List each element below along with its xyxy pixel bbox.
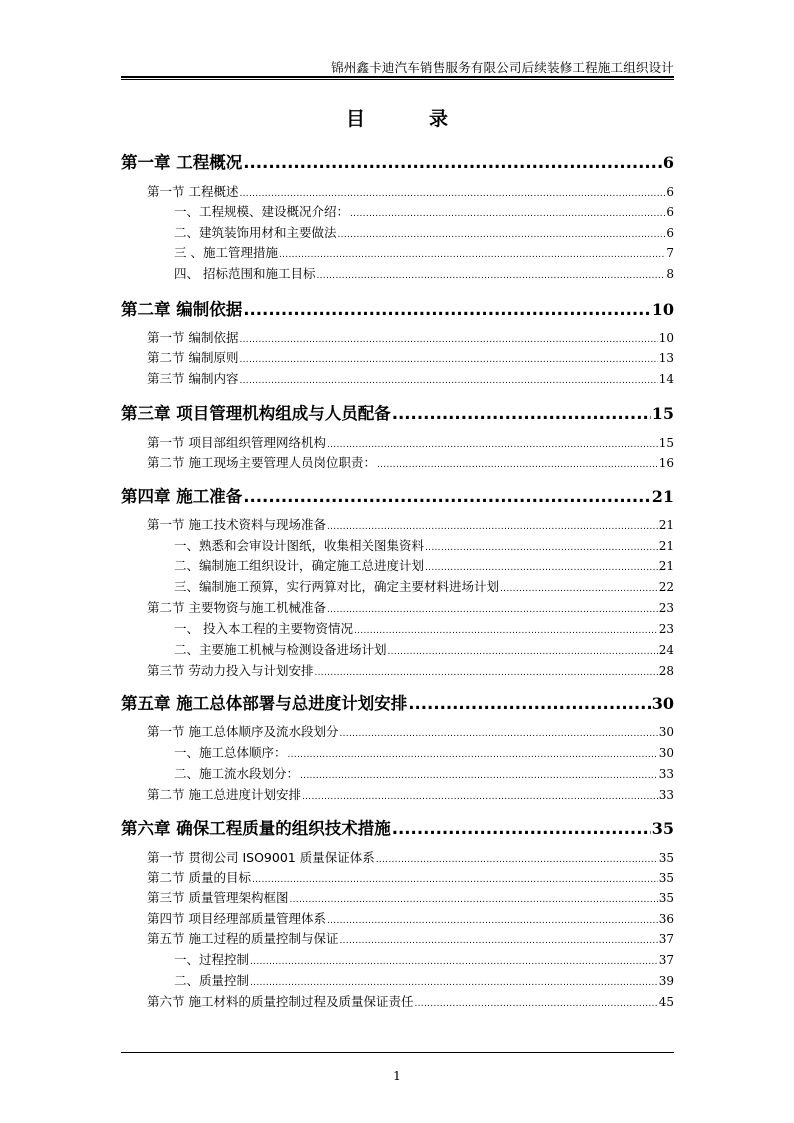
toc-leader-dots	[327, 522, 658, 532]
toc-entry-label: 第三章 项目管理机构组成与人员配备	[121, 404, 391, 423]
toc-entry-section[interactable]	[147, 992, 674, 1009]
toc-entry-chapter[interactable]	[121, 149, 674, 171]
toc-entry-chapter[interactable]	[121, 815, 674, 837]
toc-entry-page: 22	[658, 580, 674, 594]
toc-entry-label: 第一节 施工技术资料与现场准备	[147, 517, 326, 532]
toc-leader-dots	[425, 543, 658, 553]
toc-entry-section[interactable]	[147, 661, 674, 678]
toc-entry-label: 第三节 编制内容	[147, 371, 239, 386]
toc-leader-dots	[392, 404, 651, 423]
toc-entry-sub[interactable]	[174, 950, 674, 967]
toc-entry-section[interactable]	[147, 328, 674, 345]
toc-entry-page: 24	[658, 643, 674, 657]
toc-entry-label: 三、编制施工预算，实行两算对比，确定主要材料进场计划	[174, 579, 500, 594]
toc-leader-dots	[250, 978, 658, 988]
toc-title-char-1: 目	[345, 108, 365, 130]
toc-entry-page: 23	[658, 601, 674, 615]
toc-leader-dots	[327, 440, 658, 450]
toc-entry-label: 第一节 编制依据	[147, 330, 239, 345]
toc-leader-dots	[350, 209, 665, 219]
toc-entry-sub[interactable]	[174, 223, 674, 240]
toc-entry-label: 第六节 施工材料的质量控制过程及质量保证责任	[147, 994, 414, 1009]
toc-entry-page: 15	[658, 436, 674, 450]
toc-entry-sub[interactable]	[174, 264, 674, 281]
toc-entry-page: 7	[666, 246, 674, 260]
toc-entry-sub[interactable]	[174, 536, 674, 553]
toc-entry-chapter[interactable]	[121, 483, 674, 505]
toc-entry-page: 39	[658, 974, 674, 988]
toc-leader-dots	[243, 300, 650, 319]
toc-leader-dots	[339, 729, 657, 739]
toc-entry-label: 一、施工总体顺序：	[174, 745, 287, 760]
toc-entry-page: 21	[658, 518, 674, 532]
toc-leader-dots	[316, 271, 665, 281]
toc-entry-page: 35	[651, 819, 674, 838]
toc-title	[0, 104, 794, 131]
toc-entry-label: 四、 招标范围和施工目标	[174, 266, 316, 281]
toc-entry-page: 36	[658, 912, 674, 926]
toc-entry-label: 一、 投入本工程的主要物资情况	[174, 621, 353, 636]
toc-entry-label: 二、主要施工机械与检测设备进场计划	[174, 642, 387, 657]
toc-leader-dots	[314, 668, 657, 678]
toc-leader-dots	[339, 936, 657, 946]
header-rule	[121, 76, 674, 80]
page-number: 1	[393, 1068, 401, 1083]
toc-leader-dots	[239, 376, 657, 386]
toc-entry-section[interactable]	[147, 888, 674, 905]
toc-leader-dots	[289, 895, 657, 905]
toc-entry-page: 13	[658, 351, 674, 365]
toc-entry-label: 第一节 施工总体顺序及流水段划分	[147, 724, 339, 739]
toc-entry-page: 21	[651, 487, 674, 506]
footer-rule	[121, 1052, 674, 1053]
toc-entry-label: 一、工程规模、建设概况介绍：	[174, 204, 350, 219]
toc-entry-label: 二、质量控制	[174, 973, 250, 988]
toc-entry-page: 10	[651, 300, 674, 319]
toc-entry-label: 第二节 质量的目标	[147, 870, 251, 885]
toc-leader-dots	[239, 189, 665, 199]
toc-entry-sub[interactable]	[174, 619, 674, 636]
toc-leader-dots	[354, 626, 658, 636]
toc-entry-section[interactable]	[147, 369, 674, 386]
toc-entry-section[interactable]	[147, 453, 674, 470]
toc-entry-section[interactable]	[147, 785, 674, 802]
toc-entry-section[interactable]	[147, 722, 674, 739]
toc-entry-page: 33	[658, 767, 674, 781]
toc-entry-page: 8	[666, 267, 674, 281]
toc-entry-label: 第三节 质量管理架构框图	[147, 890, 289, 905]
toc-leader-dots	[376, 855, 658, 865]
toc-leader-dots	[377, 460, 658, 470]
toc-entry-sub[interactable]	[174, 971, 674, 988]
toc-entry-label: 三 、施工管理措施	[174, 245, 278, 260]
toc-leader-dots	[425, 563, 658, 573]
toc-entry-page: 6	[666, 185, 674, 199]
toc-entry-section[interactable]	[147, 929, 674, 946]
toc-entry-sub[interactable]	[174, 743, 674, 760]
toc-entry-label: 第一节 贯彻公司 ISO9001 质量保证体系	[147, 850, 375, 865]
toc-entry-label: 一、熟悉和会审设计图纸，收集相关图集资料	[174, 538, 425, 553]
toc-leader-dots	[252, 875, 658, 885]
toc-entry-chapter[interactable]	[121, 690, 674, 712]
toc-entry-chapter[interactable]	[121, 296, 674, 318]
toc-title-char-2: 录	[429, 108, 449, 130]
toc-entry-label: 二、建筑装饰用材和主要做法	[174, 225, 337, 240]
toc-entry-page: 16	[658, 456, 674, 470]
toc-entry-page: 6	[662, 153, 674, 172]
toc-leader-dots	[408, 694, 650, 713]
toc-entry-label: 第二节 施工现场主要管理人员岗位职责：	[147, 455, 376, 470]
toc-entry-page: 6	[666, 226, 674, 240]
toc-entry-page: 35	[658, 871, 674, 885]
toc-entry-page: 15	[651, 404, 674, 423]
toc-entry-section[interactable]	[147, 909, 674, 926]
toc-entry-section[interactable]	[147, 598, 674, 615]
toc-entry-page: 14	[658, 372, 674, 386]
toc-leader-dots	[250, 957, 658, 967]
toc-entry-label: 第五节 施工过程的质量控制与保证	[147, 931, 339, 946]
toc-entry-label: 二、编制施工组织设计，确定施工总进度计划	[174, 558, 425, 573]
toc-entry-page: 23	[658, 622, 674, 636]
toc-entry-section[interactable]	[147, 182, 674, 199]
toc-entry-sub[interactable]	[174, 202, 674, 219]
toc-entry-page: 37	[658, 932, 674, 946]
toc-leader-dots	[239, 355, 657, 365]
toc-entry-page: 21	[658, 539, 674, 553]
toc-leader-dots	[300, 771, 658, 781]
toc-entry-section[interactable]	[147, 515, 674, 532]
toc-leader-dots	[239, 335, 657, 345]
toc-leader-dots	[279, 250, 665, 260]
toc-entry-label: 第一节 工程概述	[147, 184, 239, 199]
toc-entry-label: 第四节 项目经理部质量管理体系	[147, 911, 326, 926]
toc-entry-page: 6	[666, 205, 674, 219]
toc-entry-section[interactable]	[147, 433, 674, 450]
toc-leader-dots	[302, 792, 658, 802]
toc-entry-page: 30	[658, 725, 674, 739]
toc-entry-sub[interactable]	[174, 556, 674, 573]
toc-entry-sub[interactable]	[174, 764, 674, 781]
toc-entry-label: 第一节 项目部组织管理网络机构	[147, 435, 326, 450]
toc-leader-dots	[500, 584, 658, 594]
toc-leader-dots	[327, 605, 658, 615]
toc-entry-label: 第四章 施工准备	[121, 487, 243, 506]
toc-entry-label: 第五章 施工总体部署与总进度计划安排	[121, 694, 408, 713]
page-header: 锦州鑫卡迪汽车销售服务有限公司后续装修工程施工组织设计	[331, 60, 674, 75]
toc-entry-page: 33	[658, 788, 674, 802]
toc-entry-page: 30	[658, 746, 674, 760]
toc-entry-label: 第二章 编制依据	[121, 300, 243, 319]
toc-leader-dots	[243, 153, 662, 172]
toc-entry-page: 10	[658, 331, 674, 345]
toc-entry-label: 第一章 工程概况	[121, 153, 243, 172]
toc-entry-label: 第六章 确保工程质量的组织技术措施	[121, 819, 391, 838]
toc-entry-page: 28	[658, 664, 674, 678]
toc-leader-dots	[243, 487, 650, 506]
toc-entry-sub[interactable]	[174, 243, 674, 260]
toc-entry-sub[interactable]	[174, 640, 674, 657]
toc-entry-page: 35	[658, 891, 674, 905]
toc-entry-page: 35	[658, 851, 674, 865]
toc-entry-page: 37	[658, 953, 674, 967]
toc-entry-page: 21	[658, 559, 674, 573]
toc-entry-label: 第二节 主要物资与施工机械准备	[147, 600, 326, 615]
toc-leader-dots	[414, 999, 657, 1009]
toc-entry-label: 第三节 劳动力投入与计划安排	[147, 663, 314, 678]
toc-entry-page: 30	[651, 694, 674, 713]
toc-entry-label: 第二节 编制原则	[147, 350, 239, 365]
toc-entry-section[interactable]	[147, 868, 674, 885]
toc-entry-label: 二、施工流水段划分：	[174, 766, 300, 781]
toc-entry-page: 45	[658, 995, 674, 1009]
toc-entry-label: 一、过程控制	[174, 952, 250, 967]
toc-entry-section[interactable]	[147, 348, 674, 365]
toc-entry-chapter[interactable]	[121, 400, 674, 422]
toc-leader-dots	[338, 230, 666, 240]
toc-entry-section[interactable]	[147, 848, 674, 865]
toc-leader-dots	[388, 647, 658, 657]
toc-leader-dots	[288, 750, 658, 760]
toc-entry-label: 第二节 施工总进度计划安排	[147, 787, 301, 802]
toc-entry-sub[interactable]	[174, 577, 674, 594]
toc-leader-dots	[327, 916, 658, 926]
toc-leader-dots	[392, 819, 651, 838]
